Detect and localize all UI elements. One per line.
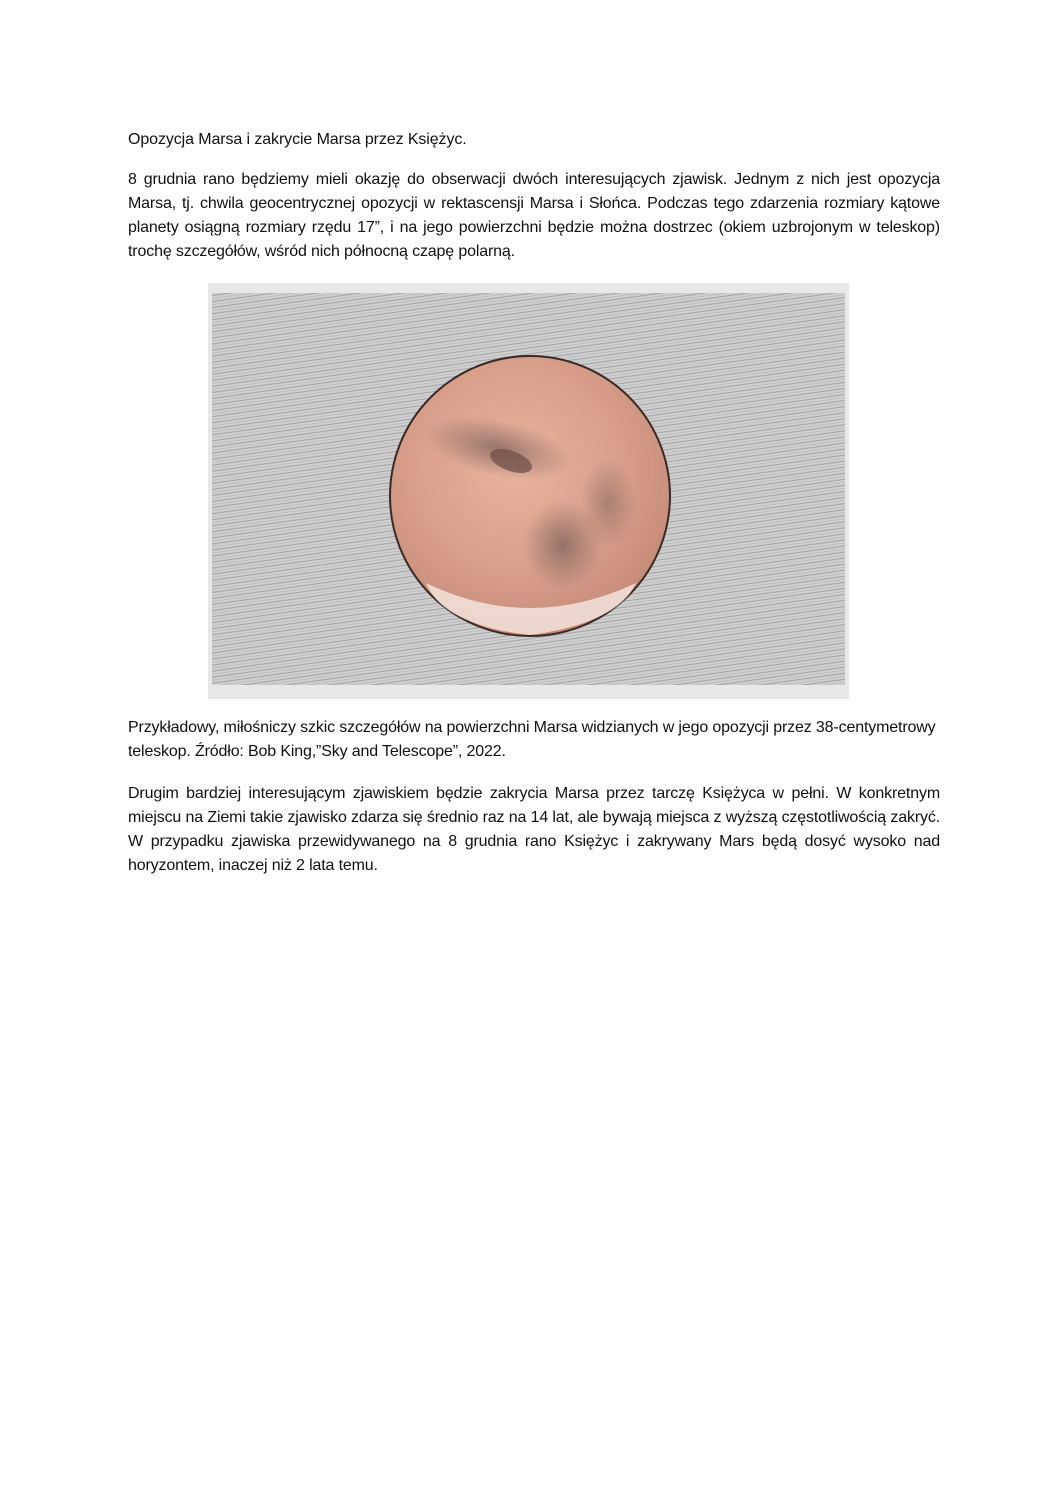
document-title: Opozycja Marsa i zakrycie Marsa przez Księżyc.: [128, 131, 467, 148]
paragraph-occultation: Drugim bardziej interesującym zjawiskiem będzie zakrycia Marsa przez tarczę Księżyca w pełni. W konkretnym miejscu na Ziemi takie zjawisko zdarza się średnio raz na 14 lat, ale bywają miejsca z wyższą częstotliwością zakryć. W przypadku zjawiska przewidywanego na 8 grudnia rano Księżyc i zakrywany Mars będą dosyć wysoko nad horyzontem, inaczej niż 2 lata temu.: [128, 785, 940, 874]
figure-caption: Przykładowy, miłośniczy szkic szczegółów na powierzchni Marsa widzianych w jego opozycji przez 38-centymetrowy teleskop. Źródło: Bob King,”Sky and Telescope”, 2022.: [128, 719, 936, 760]
document-page: [128, 0, 944, 1497]
paragraph-opposition: 8 grudnia rano będziemy mieli okazję do obserwacji dwóch interesujących zjawisk. Jednym z nich jest opozycja Marsa, tj. chwila geocentrycznej opozycji w rektascensji Marsa i Słońca. Podczas tego zdarzenia rozmiary kątowe planety osiągną rozmiary rzędu 17”, i na jego powierzchni będzie można dostrzec (okiem uzbrojonym w teleskop) trochę szczegółów, wśród nich północną czapę polarną.: [128, 171, 940, 260]
mars-sketch-image: [208, 283, 849, 699]
